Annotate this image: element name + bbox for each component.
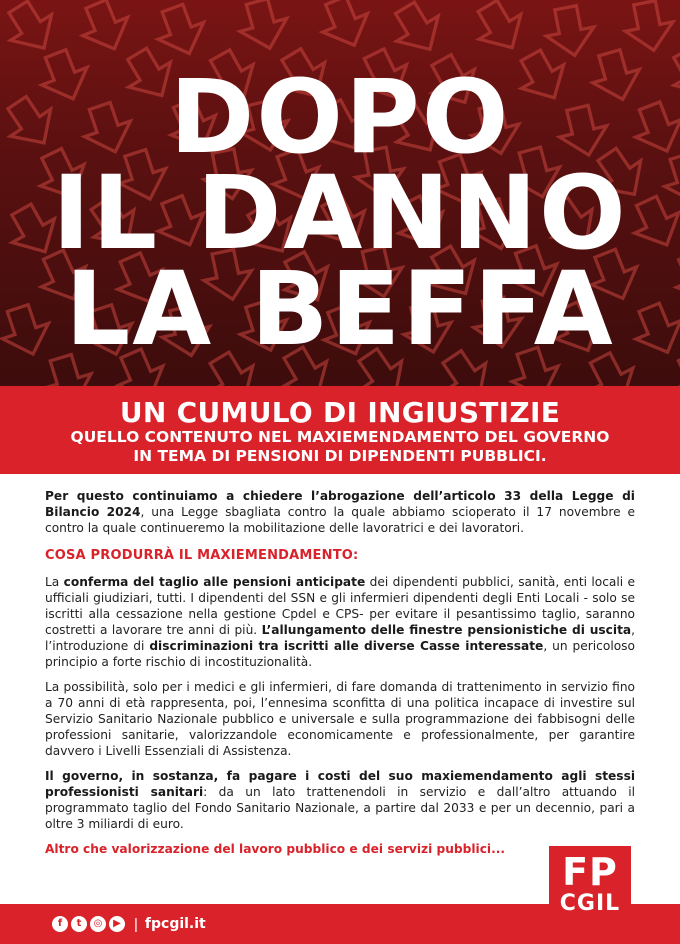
logo-cgil: CGIL [559,891,621,916]
logo-fp: FP [562,850,618,894]
facebook-icon[interactable]: f [52,916,68,932]
paragraph-2: La possibilità, solo per i medici e gli infermieri, di fare domanda di trattenimento in servizio fino a 70 anni di età rappresenta, poi, l’ennesima sconfitta di una politica incapace di investire sul Servizio Sanitario Nazionale pubblico e universale e sulla programmazione dei fabbisogni delle professioni sanitarie, valorizzandole economicamente e professionalmente, per garantire davvero i Livelli Essenziali di Assistenza. [45,680,635,758]
hero-title [0,58,680,369]
arrow-glyph [542,3,599,60]
hero-title-line-3: LA BEFFA [65,250,615,369]
arrow-glyph [467,0,533,60]
headline-band [0,386,680,474]
arrow-glyph [74,0,137,58]
arrow-glyph [313,0,376,54]
band-subheadline-1: QUELLO CONTENUTO NEL MAXIEMENDAMENTO DEL GOVERNO [70,428,610,446]
hero-banner [0,0,680,386]
p1-text-3: , l’introduzione di [45,623,635,653]
fp-cgil-logo [549,846,631,930]
instagram-icon[interactable]: ◎ [90,916,106,932]
arrow-glyph [150,0,212,62]
intro-paragraph [45,488,635,536]
p1-bold-1: conferma del taglio alle pensioni anticipate [63,575,366,589]
social-links [52,914,206,934]
paragraph-1 [45,574,635,670]
hero-title-line-2: IL DANNO [52,154,628,273]
p1-bold-3: discriminazioni tra iscritti alle diverse Casse interessate [149,639,544,653]
band-headline: UN CUMULO DI INGIUSTIZIE [119,396,561,429]
paragraph-3 [45,768,635,832]
arrow-glyph [621,0,678,55]
p3-bold: Il governo, in sostanza, fa pagare i costi del suo maxiemendamento agli stessi professionisti sanitari [45,769,635,799]
p1-text-4: , un pericoloso principio a forte rischio di incostituzionalità. [45,639,635,669]
intro-rest: , una Legge sbagliata contro la quale abbiamo scioperato il 17 novembre e contro la quale continueremo la mobilitazione delle lavoratrici e dei lavoratori. [45,505,635,535]
intro-bold: Per questo continuiamo a chiedere l’abrogazione dell’articolo 33 della Legge di Bilancio 2024 [45,489,635,519]
twitter-icon[interactable]: t [71,916,87,932]
p1-text-1: La [45,575,64,589]
arrow-glyph [0,0,64,61]
hero-title-line-1: DOPO [169,58,511,177]
p1-text-2: dei dipendenti pubblici, sanità, enti locali e ufficiali giudiziari, tutti. I dipendenti del SSN e gli infermieri dipendenti degli Enti Locali - solo se iscritti alla cessazione nella gestione Cpdel e CPS- per evitare il pesantissimo taglio, saranno costretti a lavorare tre anni di più. [45,575,635,637]
website-link[interactable]: fpcgil.it [144,916,206,932]
body-text [45,488,635,857]
p1-bold-2: L’allungamento delle finestre pensionistiche di uscita [261,623,632,637]
arrow-glyph [234,0,294,55]
section-title: COSA PRODURRÀ IL MAXIEMENDAMENTO: [45,548,359,563]
footer-separator: | [134,915,138,933]
closing-line: Altro che valorizzazione del lavoro pubblico e dei servizi pubblici... [45,842,506,856]
arrow-glyph [384,0,450,62]
p3-rest: : da un lato trattenendoli in servizio e dall’altro attuando il programmato taglio del Fondo Sanitario Nazionale, a partire dal 2033 e per un decennio, pari a oltre 3 miliardi di euro. [45,785,635,831]
youtube-icon[interactable]: ▶ [109,916,125,932]
band-subheadline-2: IN TEMA DI PENSIONI DI DIPENDENTI PUBBLICI. [133,447,547,465]
